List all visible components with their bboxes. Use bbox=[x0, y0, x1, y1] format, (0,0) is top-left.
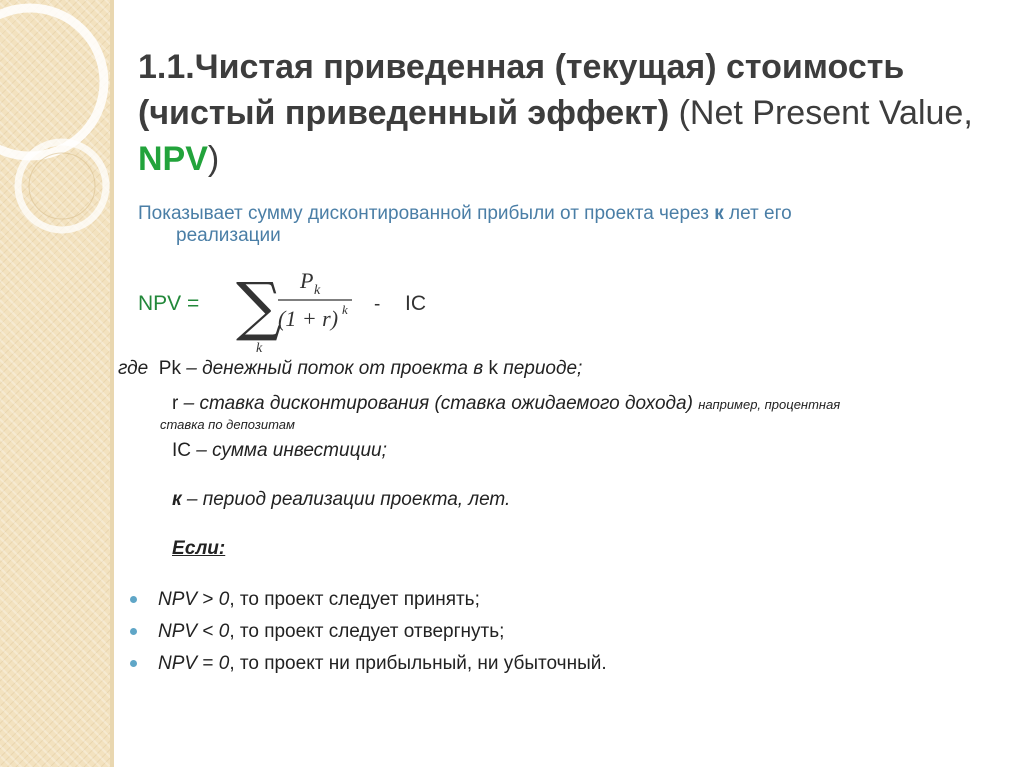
decorative-rings bbox=[0, 0, 110, 767]
title-main: 1.1.Чистая приведенная (текущая) стоимость (чистый приведенный эффект) bbox=[138, 48, 905, 132]
formula-ic: IC bbox=[405, 292, 426, 315]
subtitle-k: к bbox=[714, 203, 724, 224]
bullet-dot-icon bbox=[130, 596, 137, 603]
denominator: (1 + r) bbox=[278, 306, 339, 331]
def-k-term: к bbox=[172, 489, 182, 510]
rule-text: , то проект следует отвергнуть; bbox=[229, 621, 505, 642]
def-r-note1: например, процентная bbox=[698, 397, 841, 412]
formula-lhs: NPV = bbox=[138, 292, 200, 315]
slide-subtitle bbox=[138, 203, 938, 247]
rule-zero: 0 bbox=[218, 589, 230, 610]
rule-op: > bbox=[197, 589, 219, 610]
bullet-dot-icon bbox=[130, 660, 137, 667]
rule-zero: 0 bbox=[218, 653, 230, 674]
subtitle-line2: реализации bbox=[176, 225, 281, 246]
rule-zero: 0 bbox=[218, 621, 230, 642]
slide-title bbox=[138, 44, 978, 182]
numerator: P bbox=[300, 268, 314, 293]
npv-rules-list bbox=[128, 587, 607, 683]
def-r-note2: ставка по депозитам bbox=[160, 417, 295, 432]
subtitle-after-k: лет его bbox=[723, 203, 792, 224]
definition-pk bbox=[118, 358, 582, 380]
subtitle-text: Показывает сумму дисконтированной прибыли от проекта через bbox=[138, 203, 715, 224]
list-item bbox=[128, 651, 607, 683]
def-ic-desc: – сумма инвестиции; bbox=[191, 440, 387, 461]
rule-op: = bbox=[197, 653, 219, 674]
rule-text: , то проект ни прибыльный, ни убыточный. bbox=[229, 653, 607, 674]
def-pk-desc: – денежный поток от проекта в bbox=[180, 358, 489, 379]
numerator-sub: k bbox=[314, 283, 321, 298]
rule-text: , то проект следует принять; bbox=[229, 589, 480, 610]
definition-r bbox=[172, 393, 840, 415]
sum-index: k bbox=[256, 341, 263, 356]
rule-term: NPV bbox=[158, 621, 198, 642]
def-r-desc: – ставка дисконтирования (ставка ожидаемого дохода) bbox=[178, 393, 699, 414]
def-k-desc: – период реализации проекта, лет. bbox=[181, 489, 511, 510]
sigma-symbol: ∑ bbox=[236, 270, 282, 344]
formula-sum-fraction bbox=[232, 258, 367, 358]
formula-minus: - bbox=[374, 294, 381, 315]
list-item bbox=[128, 619, 607, 651]
definition-k bbox=[172, 489, 510, 511]
title-close: ) bbox=[207, 140, 220, 178]
denominator-exp: k bbox=[342, 302, 348, 317]
decorative-side-strip bbox=[0, 0, 110, 767]
title-english: (Net Present Value, bbox=[669, 94, 973, 132]
title-npv: NPV bbox=[138, 140, 208, 178]
rule-term: NPV bbox=[158, 589, 198, 610]
def-ic-term: IC bbox=[172, 440, 191, 461]
rule-term: NPV bbox=[158, 653, 198, 674]
def-where: где bbox=[118, 358, 149, 379]
bullet-dot-icon bbox=[130, 628, 137, 635]
if-label: Если: bbox=[172, 538, 226, 559]
definition-ic bbox=[172, 440, 387, 462]
def-r-term: r bbox=[172, 393, 179, 414]
def-pk-k: k bbox=[488, 358, 498, 379]
def-pk-end: периоде; bbox=[497, 358, 583, 379]
rule-op: < bbox=[197, 621, 219, 642]
list-item bbox=[128, 587, 607, 619]
def-pk-term: Pk bbox=[158, 358, 181, 379]
side-strip-edge bbox=[110, 0, 114, 767]
